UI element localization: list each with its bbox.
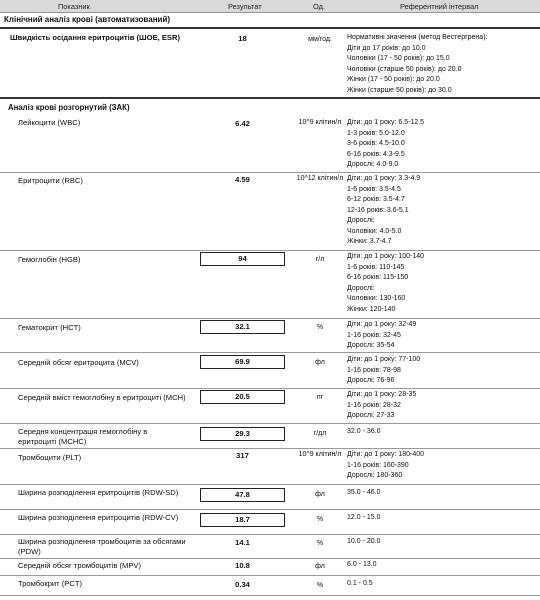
col-result-header: Результат	[228, 2, 262, 11]
param-unit: фл	[315, 359, 325, 366]
ref-line: 1-16 років: 28-32	[347, 401, 401, 409]
ref-line: Діти: до 1 року: 3.3-4.9	[347, 175, 421, 182]
ref-line: 32.0 - 36.0	[347, 428, 381, 435]
param-unit: фл	[315, 563, 325, 570]
param-unit: г/дл	[313, 430, 327, 437]
param-reference	[347, 450, 537, 482]
ref-line: Дорослі:	[347, 284, 375, 292]
ref-line: 6-12 років: 3.5-4.7	[347, 196, 405, 203]
param-result: 6.42	[235, 119, 250, 128]
row-divider	[0, 172, 540, 173]
ref-line: Дорослі: 27-33	[347, 412, 395, 419]
row-divider	[0, 318, 540, 319]
ref-line: 0.1 - 0.5	[347, 580, 373, 587]
row-divider	[0, 575, 540, 576]
param-reference	[347, 174, 537, 248]
param-reference	[347, 390, 537, 422]
param-unit: г/л	[315, 256, 325, 263]
ref-line: 1-16 років: 78-98	[347, 366, 401, 374]
ref-line: Жінки: 3.7-4.7	[347, 238, 392, 245]
ref-line: 6-16 років: 115-150	[347, 274, 409, 281]
param-reference	[347, 118, 537, 171]
title-divider	[0, 27, 540, 29]
param-reference	[347, 252, 537, 315]
param-name: Гемоглобін (HGB)	[18, 255, 81, 264]
row-divider	[0, 534, 540, 535]
ref-line: 1-16 років: 160-390	[347, 461, 409, 469]
param-result: 69.9	[200, 355, 285, 369]
param-name: Тромбокрит (PCT)	[18, 579, 82, 588]
ref-line: 10.0 - 20.0	[347, 538, 381, 545]
param-name: Ширина розподілення еритроцитів (RDW-CV)	[18, 513, 179, 522]
param-result: 47.8	[200, 488, 285, 502]
ref-line: Дорослі:	[347, 217, 375, 224]
param-unit: %	[316, 324, 324, 331]
param-reference	[347, 355, 537, 387]
ref-line: Жінки (старше 50 років): до 30.0	[347, 86, 452, 94]
ref-line: Діти: до 1 року: 77-100	[347, 356, 421, 363]
param-unit: %	[316, 582, 324, 589]
param-reference	[347, 513, 537, 524]
ref-line: 3-6 років: 4.5-10.0	[347, 140, 405, 147]
param-reference	[347, 560, 537, 571]
param-result: 32.1	[200, 320, 285, 334]
col-name-header: Показник	[58, 2, 90, 11]
row-divider	[0, 352, 540, 353]
param-result: 14.1	[235, 538, 250, 547]
param-unit: %	[316, 516, 324, 523]
param-name: Середній вміст гемоглобіну в еритроциті (MCH)	[18, 393, 186, 402]
esr-unit: мм/год.	[308, 36, 332, 43]
param-reference	[347, 537, 537, 548]
row-divider	[0, 509, 540, 510]
ref-line: Діти: до 1 року: 100-140	[347, 253, 425, 260]
param-unit: %	[316, 540, 324, 547]
row-divider	[0, 423, 540, 424]
ref-line: Дорослі: 180-360	[347, 472, 403, 479]
param-result: 10.8	[235, 561, 250, 570]
param-reference	[347, 488, 537, 499]
param-result: 20.5	[200, 390, 285, 404]
row-divider	[0, 388, 540, 389]
param-result: 29.3	[200, 427, 285, 441]
param-unit: пг	[316, 394, 324, 401]
param-result: 4.59	[235, 175, 250, 184]
row-divider	[0, 250, 540, 251]
param-name: Ширина розподілення еритроцитів (RDW-SD)	[18, 488, 179, 497]
ref-line: 1-3 років: 5.0-12.0	[347, 129, 405, 137]
param-reference	[347, 427, 537, 438]
param-reference	[347, 320, 537, 352]
table-header	[0, 0, 540, 13]
param-unit: фл	[315, 491, 325, 498]
ref-line: Чоловіки: 4.0-5.0	[347, 227, 402, 235]
ref-line: 1-6 років: 3.5-4.5	[347, 185, 401, 193]
param-name: Ширина розподілення тромбоцитів за обсягами (PDW)	[18, 537, 186, 556]
ref-line: Діти: до 1 року: 180-400	[347, 451, 425, 458]
ref-line: Чоловіки (17 - 50 років): до 15.0	[347, 55, 450, 62]
param-reference	[347, 579, 537, 590]
ref-line: Чоловіки (старше 50 років): до 20.0	[347, 65, 462, 73]
param-name: Еритроцити (RBC)	[18, 176, 83, 185]
ref-line: 6-16 років: 4.3-9.5	[347, 150, 405, 158]
param-name: Гематокрит (HCT)	[18, 323, 81, 332]
param-unit: 10^9 клітин/л	[298, 119, 342, 126]
param-result: 18.7	[200, 513, 285, 527]
ref-line: Діти до 17 років: до 10.0	[347, 44, 426, 52]
param-result: 94	[200, 252, 285, 266]
ref-line: Діти: до 1 року: 32-49	[347, 321, 417, 328]
ref-line: Жінки (17 - 50 років): до 20.0	[347, 76, 440, 83]
section-divider	[0, 97, 540, 99]
ref-line: Дорослі: 35-54	[347, 342, 395, 349]
param-name: Лейкоцити (WBC)	[18, 118, 81, 127]
ref-line: Діти: до 1 року: 28-35	[347, 391, 417, 398]
esr-name: Швидкість осідання еритроцитів (ШОЕ, ESR)	[10, 33, 181, 42]
ref-line: Чоловіки: 130-160	[347, 295, 406, 302]
ref-line: Дорослі: 4.0-9.0	[347, 161, 399, 168]
param-unit: 10^12 клітин/л	[296, 175, 344, 182]
param-result: 317	[236, 451, 249, 460]
param-unit: 10^9 клітин/л	[298, 451, 342, 458]
section-title: Аналіз крові розгорнутий (ЗАК)	[8, 103, 130, 112]
col-ref-header: Референтний інтервал	[400, 2, 479, 11]
row-divider	[0, 595, 540, 596]
ref-line: 35.0 - 46.0	[347, 489, 381, 496]
param-result: 0.34	[235, 580, 250, 589]
esr-result: 18	[238, 34, 247, 43]
row-divider	[0, 484, 540, 485]
ref-line: Діти: до 1 року: 6.5-12.5	[347, 119, 425, 126]
esr-reference	[347, 33, 537, 96]
row-divider	[0, 558, 540, 559]
ref-line: Нормативні значення (метод Вестергрена):	[347, 34, 488, 41]
ref-line: 12.0 - 15.0	[347, 514, 381, 521]
param-name: Середній обсяг еритроцита (MCV)	[18, 358, 139, 367]
analysis-title: Клінічний аналіз крові (автоматизований)	[4, 15, 171, 24]
ref-line: 1-16 років: 32-45	[347, 331, 401, 339]
param-name: Середній обсяг тромбоцитів (MPV)	[18, 561, 141, 570]
ref-line: Жінки: 120-140	[347, 305, 396, 313]
ref-line: 6.0 - 13.0	[347, 561, 377, 568]
col-unit-header: Од.	[313, 2, 325, 11]
ref-line: 12-16 років: 3.6-5.1	[347, 206, 409, 214]
param-name: Середня концентрація гемоглобіну в еритроциті (MCHC)	[18, 427, 148, 446]
param-name: Тромбоцити (PLT)	[18, 453, 82, 462]
row-divider	[0, 448, 540, 449]
ref-line: 1-6 років: 110-145	[347, 263, 405, 271]
ref-line: Дорослі: 76-96	[347, 377, 395, 384]
